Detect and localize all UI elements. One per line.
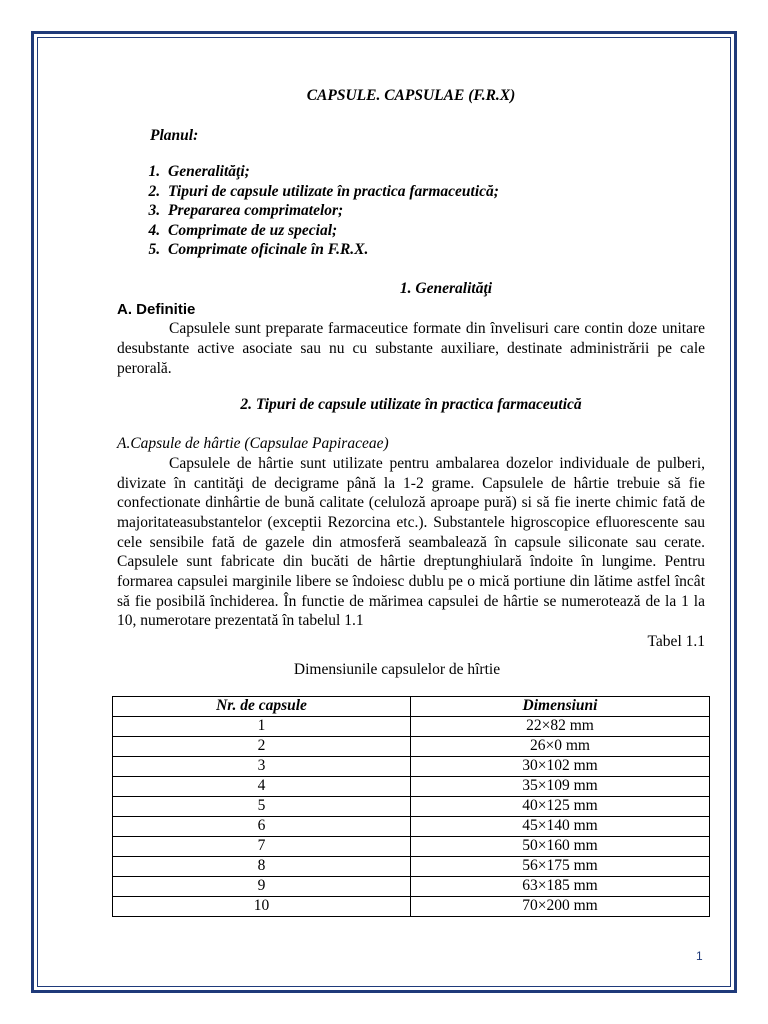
cell-dimension: 30×102 mm [411, 756, 710, 776]
table-row [113, 756, 710, 776]
plan-item: 3. Prepararea comprimatelor; [164, 201, 705, 221]
table-row [113, 796, 710, 816]
table-row [113, 856, 710, 876]
cell-number: 1 [113, 716, 411, 736]
page-number: 1 [696, 949, 703, 963]
definition-paragraph: Capsulele sunt preparate farmaceutice formate din învelisuri care contin doze unitare desubstante active asociate sau nu cu substante auxiliare, destinate administrării pe cale perorală. [117, 320, 705, 377]
plan-item: 1. Generalităţi; [164, 162, 705, 182]
cell-number: 10 [113, 896, 411, 916]
table-label: Tabel 1.1 [647, 633, 705, 651]
table-row [113, 736, 710, 756]
section-2-subheading: A.Capsule de hârtie (Capsulae Papiraceae) [117, 435, 389, 453]
cell-number: 3 [113, 756, 411, 776]
cell-dimension: 22×82 mm [411, 716, 710, 736]
cell-dimension: 35×109 mm [411, 776, 710, 796]
table-row [113, 816, 710, 836]
header-capsule-number: Nr. de capsule [113, 696, 411, 716]
cell-number: 4 [113, 776, 411, 796]
cell-dimension: 40×125 mm [411, 796, 710, 816]
plan-list [117, 162, 705, 260]
plan-heading: Planul: [150, 126, 199, 144]
document-title: CAPSULE. CAPSULAE (F.R.X) [306, 87, 516, 104]
cell-dimension: 45×140 mm [411, 816, 710, 836]
plan-item: 5. Comprimate oficinale în F.R.X. [164, 240, 705, 260]
paper-capsules-paragraph: Capsulele de hârtie sunt utilizate pentru ambalarea dozelor individuale de pulberi, divizate în cantităţi de decigrame până la 1-2 grame. Capsulele de hârtie trebuie să fie confectionate dinhârtie de bună calitate (celuloză aproape pură) si să fie inerte chimic fată de majoritateasubstantelor (exceptii Rezorcina etc.). Substantele higroscopice efluorescente sau cele sensibile fată de gazele din atmosferă seambalează în capsule siliconate sau cerate. Capsulele sunt fabricate din bucăti de hârtie dreptunghiulară îndoite în lungime. Pentru formarea capsulei marginile libere se îndoiesc dublu pe o mică portiune din lătime astfel încât să fie posibilă închiderea. În functie de mărimea capsulei de hârtie se numerotează de la 1 la 10, numerotare prezentată în tabelul 1.1 [117, 454, 705, 630]
table-header-row [113, 696, 710, 716]
cell-dimension: 56×175 mm [411, 856, 710, 876]
cell-dimension: 63×185 mm [411, 876, 710, 896]
plan-item: 2. Tipuri de capsule utilizate în practica farmaceutică; [164, 182, 705, 202]
plan-item: 4. Comprimate de uz special; [164, 221, 705, 241]
table-row [113, 776, 710, 796]
cell-number: 2 [113, 736, 411, 756]
table-caption: Dimensiunile capsulelor de hîrtie [293, 660, 501, 678]
cell-number: 9 [113, 876, 411, 896]
cell-number: 5 [113, 796, 411, 816]
section-1-subheading: A. Definitie [117, 300, 196, 318]
cell-number: 8 [113, 856, 411, 876]
section-2-heading: 2. Tipuri de capsule utilizate în practica farmaceutică [240, 396, 582, 414]
capsule-dimensions-table [112, 696, 710, 917]
table-row [113, 896, 710, 916]
cell-dimension: 50×160 mm [411, 836, 710, 856]
table-row [113, 716, 710, 736]
document-content [117, 86, 705, 917]
section-1-heading: 1. Generalităţi [399, 279, 493, 297]
cell-number: 6 [113, 816, 411, 836]
table-row [113, 836, 710, 856]
header-dimensions: Dimensiuni [411, 696, 710, 716]
cell-number: 7 [113, 836, 411, 856]
cell-dimension: 26×0 mm [411, 736, 710, 756]
table-row [113, 876, 710, 896]
cell-dimension: 70×200 mm [411, 896, 710, 916]
